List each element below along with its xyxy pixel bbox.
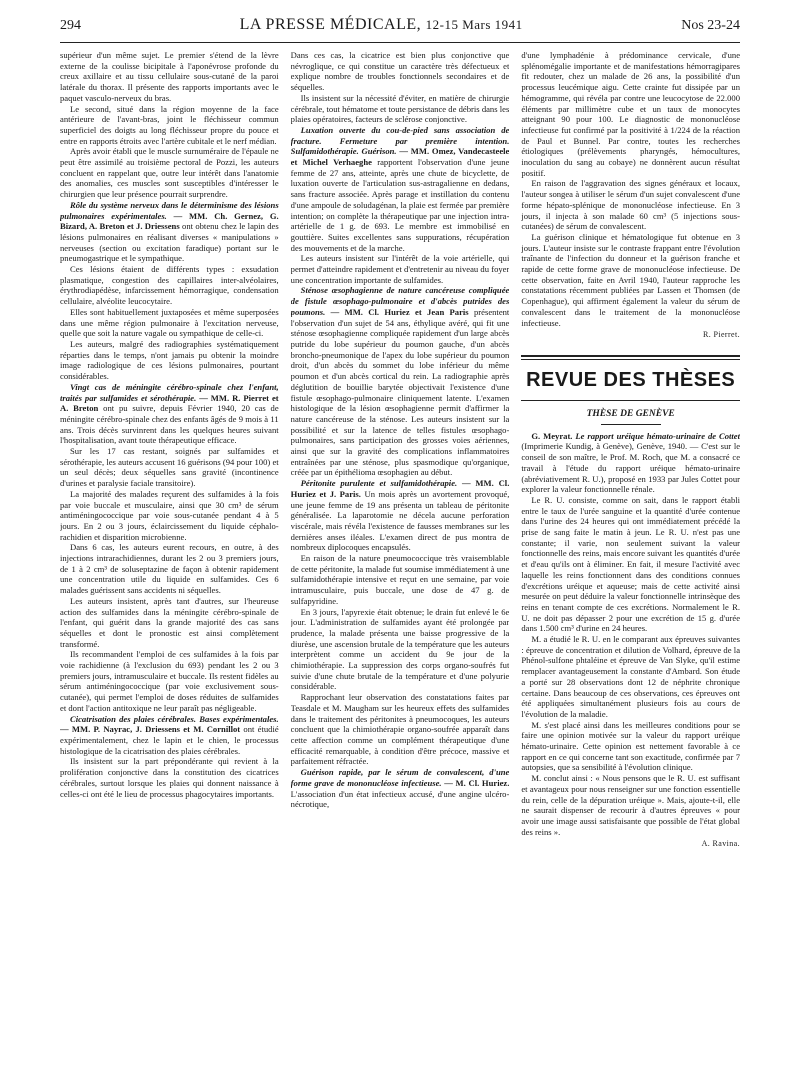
section-rule bbox=[521, 359, 740, 360]
author-signature: A. Ravina. bbox=[701, 839, 741, 849]
running-header bbox=[60, 16, 740, 43]
paragraph: Ils insistent sur la nécessité d'éviter, en matière de chirurgie cérébrale, tout hématome et toute persistance de débris dans les plaies opératoires, facteurs de sclérose conjonctive. bbox=[290, 92, 510, 125]
article-peritonitis bbox=[291, 478, 510, 553]
article-nervous-system bbox=[60, 200, 279, 264]
paragraph: La majorité des malades reçurent des sulfamides à la fois par voie buccale et musculaire, ainsi que 30 cm³ de sérum antiméningococcique par voie sous-cutanée pendant 4 à 5 jours. En 2 ou 3 jours, éclaircissement du liquide céphalo-rachidien et disparition microbienne. bbox=[60, 488, 279, 542]
article-text: Un mois après un avortement provoqué, une jeune femme de 19 ans présenta un tableau de péritonite généralisée. La laparotomie ne décela aucune perforation viscérale, mais révéla l'existence de fausses membranes sur les dernières anses iléales. L'examen direct de pus montra de nombreux diplocoques encapsulés. bbox=[290, 488, 510, 553]
section-title: REVUE DES THÈSES bbox=[526, 368, 736, 391]
divider bbox=[601, 424, 661, 425]
column-3 bbox=[521, 50, 740, 1070]
author-signature: R. Pierret. bbox=[702, 330, 741, 340]
article-title: Guérison rapide, par le sérum de convalescent, d'une forme grave de mononucléose infectieuse. bbox=[290, 767, 510, 788]
article-text: présentent l'observation d'un sujet de 54 ans, éthylique avéré, qui fit une sténose œsophagienne compliquée rapidement d'un large abcès putride du lobe supérieur du poumon gauche, d'un abcès broncho-pneumonique de l'apex du lobe supérieur du poumon droit, d'un abcès du sommet du lobe inférieur du même poumon et d'un abcès cortical du rein. La radiographie après déglutition de bouillie barytée objectivait l'existence d'une fistule œsophago-pulmonaire cliniquement latente. L'examen histologique de la lésion œsophagienne permit d'affirmer la nature cancéreuse de la sténose. Les auteurs insistent sur la possibilité et sur la latence de telles fistules œsophago-pulmonaires, sans participation des grosses voies aériennes, ainsi que sur la gravité des complications inflammatoires entraînées par une sténose, plus spasmodique qu'organique, créée par un épithélioma œsophagien au début. bbox=[290, 306, 510, 478]
article-esophageal-stenosis bbox=[291, 285, 510, 478]
paragraph: Ils recommandent l'emploi de ces sulfamides à la fois par voie rachidienne (à l'exclusion du 693) pendant les 2 ou 3 premiers jours, intramusculaire et buccale. Ils restent fidèles au sérum antiméningococcique (par voie exclusivement sous-cutanée), qui permet l'emploi de doses réduites de sulfamides et dont l'action antitoxique ne leur paraît pas négligeable. bbox=[60, 649, 279, 713]
paragraph: Sur les 17 cas restant, soignés par sulfamides et sérothérapie, les auteurs accusent 16 guérisons (94 pour 100) et un seul décès; deux séquelles sans gravité (incontinence d'urines et paralysie faciale transitoire). bbox=[60, 446, 279, 489]
article-mononucleosis bbox=[291, 767, 510, 810]
article-columns bbox=[60, 50, 740, 1070]
article-authors: — MM. P. Nayrac, J. Driessens et M. Cornillot bbox=[60, 724, 241, 735]
article-cerebral-wounds bbox=[60, 714, 279, 757]
thesis-title: Le rapport uréique hémato-urinaire de Cottet bbox=[575, 430, 741, 441]
paragraph: d'une lymphadénie à prédominance cervicale, d'une splénomégalie importante et de manifestations hémorragipares fit redouter, chez un malade de 26 ans, la possibilité d'un processus leucémique aigu. Cette crainte fut dissipée par un hémogramme, qui révéla par contre une leucocytose de 22.000 éléments par millimètre cube et un taux de monocytes atteignant 90 pour 100. Le diagnostic de mononucléose infectieuse fut confirmé par la positivité à 1/224 de la réaction de Paul et Bunnel. Par contre, toutes les recherches étiologiques (prélèvements pharyngés, hémocultures, inoculation du sang au cobaye) ne donnèrent aucun résultat positif. bbox=[521, 50, 741, 178]
article-authors: — M. Cl. Huriez. bbox=[444, 777, 510, 788]
article-title: Vingt cas de méningite cérébro-spinale chez l'enfant, traités par sulfamides et sérothérapie. bbox=[60, 381, 279, 403]
paragraph: Dans 6 cas, les auteurs eurent recours, en outre, à des injections intrarachidiennes, durant les 2 ou 3 premiers jours, de 1 à 2 cm³ de soluseptazine de façon à obtenir rapidement une concentration utile du liquide en sulfamides. Ces 6 malades guérissent sans accidents ni séquelles. bbox=[60, 542, 279, 596]
issue-date: 12-15 Mars 1941 bbox=[425, 17, 523, 32]
article-title: Péritonite purulente et sulfamidothérapie. bbox=[300, 478, 458, 489]
paragraph: Elles sont habituellement juxtaposées et même superposées dans une même région pulmonaire à l'excitation nerveuse, quelle que soit la nature vagale ou sympathique de celle-ci. bbox=[60, 306, 279, 339]
paragraph: Ils insistent sur la part prépondérante qui revient à la prolifération conjonctive dans la constitution des cicatrices cérébrales, surtout lorsque les plaies qui donnent naissance à celles-ci ont été le lieu de processus phagocytaires importants. bbox=[60, 756, 279, 799]
paragraph: En 3 jours, l'apyrexie était obtenue; le drain fut enlevé le 6e jour. L'administration de sulfamides ayant été prolongée par prudence, la malade présenta une baisse progressive de la diurèse, une ascension brutale de la température que les auteurs interprètent comme un accident du 9e jour de la chimiothérapie. La suppression des corps organo-soufrés fut suivie d'une chute brutale de la température et d'une polyurie considérable. bbox=[290, 606, 510, 692]
article-text: ont pu suivre, depuis Février 1940, 20 cas de méningite cérébro-spinale chez des enfants âgés de 9 mois à 11 ans. Trois décès survinrent dans les quelques heures suivant l'hospitalisation, avant toute thérapeutique efficace. bbox=[60, 403, 279, 446]
paragraph: En raison de l'aggravation des signes généraux et locaux, l'auteur songea à utiliser le sérum d'un sujet convalescent d'une forme hépato-splénique de mononucléose infectieuse. En 3 jours, il injecta à son malade 60 cm³ (5 injections sous-cutanées) de sérum de convalescent. bbox=[521, 178, 741, 232]
paragraph: Après avoir établi que le muscle surnuméraire de l'épaule ne peut être assimilé au troisième pectoral de Pozzi, les auteurs concluent en rappelant que, outre leur intérêt dans l'anatomie des anomalies, ces muscles sont susceptibles d'intéresser le chirurgien que leur présence pourrait surprendre. bbox=[60, 146, 279, 200]
article-text: L'association d'un état infectieux accusé, d'une angine ulcéro-nécrotique, bbox=[290, 788, 510, 810]
paragraph: La guérison clinique et hématologique fut obtenue en 3 jours. L'auteur insiste sur le contraste frappant entre l'évolution traînante de l'infection du donneur et la guérison franche et rapide de cette forme grave de mononucléose infectieuse. De cette observation, faite en Avril 1940, l'auteur rapproche les constatations récemment publiées par Lassen et Thomsen (de Copenhague), qui affirment également la valeur du sérum de convalescent dans le traitement de la mononucléose infectieuse. bbox=[521, 231, 741, 328]
paragraph: Le R. U. consiste, comme on sait, dans le rapport établi entre le taux de l'urée sanguine et la quantité d'urée contenue dans l'urine des 24 heures qui ont immédiatement précédé la prise de sang faite le matin à jeun. Le R. U. n'est pas une constante; il varie, non seulement suivant la valeur fonctionnelle des reins, mais encore suivant les quantités d'urée et d'eau qu'ils ont à éliminer. En fait, il mesure l'activité avec laquelle les reins fonctionnent dans des conditions connues d'excrétions uréique et aqueuse; mais de cette activité ainsi mesurée on peut déduire la valeur fonctionnelle intrinsèque des reins en tenant compte de ces excrétions. Normalement le R. U. ne doit pas dépasser 2 pour une excrétion de 15 g. d'urée dans 1.500 cm³ d'urine en 24 heures. bbox=[521, 494, 741, 634]
issue-number: Nos 23-24 bbox=[681, 18, 740, 33]
article-meningitis bbox=[60, 382, 279, 446]
article-title: Rôle du système nerveux dans le déterminisme des lésions pulmonaires expérimentales. bbox=[60, 199, 279, 221]
paragraph: Rapprochant leur observation des constatations faites par Teasdale et M. Maugham sur les heureux effets des sulfamides dans le traitement des péritonites à pneumocoques, les auteurs concluent que la chimiothérapie organo-soufrée apparaît dans cette affection comme un complément thérapeutique d'une efficacité remarquable, à condition d'être précoce, massive et parfaitement réfractée. bbox=[290, 692, 510, 767]
column-1 bbox=[60, 50, 279, 1070]
paragraph: Les auteurs insistent, après tant d'autres, sur l'heureuse action des sulfamides dans la méningite cérébro-spinale de l'enfant, qui guérit dans la grande majorité des cas sans séquelles et dont le pronostic est ainsi complètement transformé. bbox=[60, 595, 279, 649]
paragraph: M. conclut ainsi : « Nous pensons que le R. U. est suffisant et avantageux pour nous renseigner sur une fonction essentielle du rein, celle de la dépuration uréique ». Mais, ajoute-t-il, elle ne saurait dispenser de recourir à d'autres épreuves « pour avoir une image aussi satisfaisante que possible de l'état global des reins ». bbox=[521, 773, 741, 837]
paragraph: En raison de la nature pneumococcique très vraisemblable de cette péritonite, la malade fut soumise immédiatement à une sulfamidothérapie intensive et reçut en une semaine, par voie intramusculaire, puis buccale, une dose de 47 g. de sulfapyridine. bbox=[290, 553, 510, 606]
article-title: Sténose œsophagienne de nature cancéreuse compliquée de fistule œsophago-pulmonaire et d'abcès putrides des poumons. bbox=[290, 285, 510, 317]
paragraph: Les auteurs, malgré des radiographies systématiquement réparties dans le temps, n'ont jamais pu obtenir la moindre image radiologique de ces lésions pulmonaires, pourtant considérables. bbox=[60, 338, 279, 382]
article-authors: — MM. Omez, Vandecasteele et Michel Verhaeghe bbox=[290, 146, 510, 168]
article-authors: — MM. R. Pierret et A. Breton bbox=[60, 392, 279, 414]
subsection-title: THÈSE DE GENÈVE bbox=[586, 408, 675, 419]
page-number: 294 bbox=[60, 18, 81, 33]
thesis-text: (Imprimerie Kundig, à Genève), Genève, 1940. — C'est sur le conseil de son maître, le Prof. M. Roch, que M. a consacré ce travail à l'étude du rapport uréique hémato-urinaire (abréviativement R. U.), proposé en 1933 par Jules Cottet pour explorer la valeur fonctionnelle rénale. bbox=[521, 441, 741, 495]
journal-title bbox=[240, 16, 523, 34]
article-title: Cicatrisation des plaies cérébrales. Bases expérimentales. bbox=[70, 713, 279, 724]
journal-name: LA PRESSE MÉDICALE, bbox=[239, 16, 422, 33]
article-title: Luxation ouverte du cou-de-pied sans association de fracture. Fermeture par première intention. Sulfamidothérapie. Guérison. bbox=[290, 124, 510, 157]
thesis-entry bbox=[521, 431, 740, 495]
paragraph: Le second, situé dans la région moyenne de la face antérieure de l'avant-bras, joint le fléchisseur commun superficiel des doigts au long fléchisseur propre du pouce et entre en rapports étroits avec l'artère cubitale et le nerf médian. bbox=[60, 103, 279, 146]
article-authors: — MM. Cl. Huriez et Jean Paris bbox=[330, 306, 469, 317]
paragraph: M. s'est placé ainsi dans les meilleures conditions pour se faire une opinion motivée sur la valeur du rapport uréique hémato-urinaire. Cette opinion est nettement favorable à ce rapport en ce qui concerne tant son exactitude, confirmée par 7 autopsies, que sa sensibilité à l'évolution clinique. bbox=[521, 719, 741, 773]
section-rule bbox=[521, 355, 740, 357]
paragraph: supérieur d'un même sujet. Le premier s'étend de la lèvre externe de la coulisse bicipitale à l'aponévrose profonde du creux axillaire et au tissu cellulaire sous-cutané de la paroi latérale du thorax. Il présente des rapports importants avec le paquet vasculo-nerveux du bras. bbox=[60, 50, 279, 103]
article-text: rapportent l'observation d'une jeune femme de 27 ans, atteinte, après une chute de bicyclette, de luxation ouverte de l'articulation sus-astragalienne en dedans, sans fracture associée. Après parage et instillation du contenu d'une ampoule de soludagénan, la plaie est fermée par première intention; on complète la thérapeutique par une injection intra-artérielle de 1 g. de 693. Le membre est immobilisé en gouttière. Suites excellentes sans suppurations, récupération des mouvements et de la marche. bbox=[290, 157, 510, 253]
section-rule bbox=[521, 400, 740, 401]
paragraph: Ces lésions étaient de différents types : exsudation plasmatique, congestion des capillaires inter-alvéolaires, érythrodiapédèse, infarcissement hémorragique, condensation cellulaire, alvéolite leucocytaire. bbox=[60, 264, 279, 307]
paragraph: Dans ces cas, la cicatrice est bien plus conjonctive que névroglique, ce qui constitue un caractère très défectueux et explique nombre de troubles fonctionnels secondaires et de séquelles. bbox=[290, 50, 510, 93]
article-authors: — MM. Cl. Huriez et J. Paris. bbox=[290, 478, 510, 499]
article-authors: — MM. Ch. Gernez, G. Bizard, A. Breton et J. Driessens bbox=[60, 210, 279, 232]
article-text: ont étudié expérimentalement, chez le lapin et le chien, le processus histologique de la cicatrisation des plaies cérébrales. bbox=[60, 724, 279, 756]
paragraph: Les auteurs insistent sur l'intérêt de la voie artérielle, qui permet d'atteindre rapidement et d'entretenir au niveau du foyer une concentration importante de sulfamides. bbox=[290, 253, 510, 285]
article-ankle-luxation bbox=[291, 125, 510, 253]
column-2 bbox=[291, 50, 510, 1070]
thesis-author: G. Meyrat. bbox=[531, 430, 573, 441]
article-text: ont obtenu chez le lapin des lésions pulmonaires en réalisant diverses « manipulations » nerveuses (section ou excitation faradique) portant sur le pneumogastrique et le sympathique. bbox=[60, 221, 279, 264]
paragraph: M. a étudié le R. U. en le comparant aux épreuves suivantes : épreuve de concentration et dilution de Volhard, épreuve de la Phénol-sulfone phtaléine et épreuve de Van Slyke, qu'il estime remplacer avantageusement la constante d'Ambard. Son étude a porté sur 28 observations dont 12 de néphrite chronique certaine. Dans beaucoup de ces observations, ces épreuves ont été appliquées simultanément plusieurs fois au cours de l'évolution de la maladie. bbox=[521, 634, 741, 719]
